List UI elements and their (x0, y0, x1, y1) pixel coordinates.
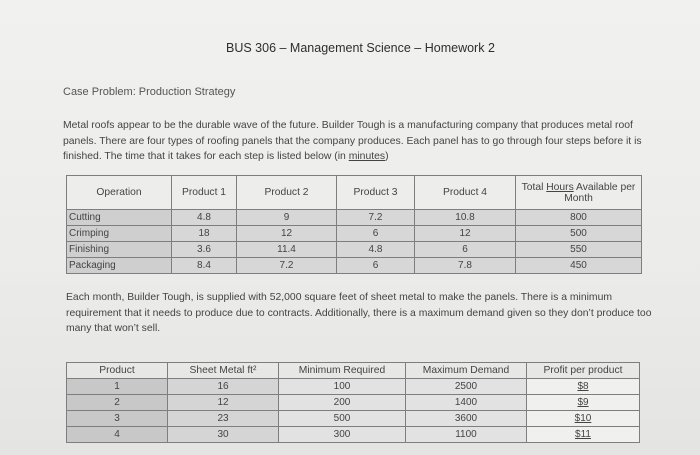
col-product-4: Product 4 (415, 176, 516, 210)
maximum-value: 1400 (406, 395, 527, 411)
profit-value: $11 (527, 427, 640, 443)
case-subtitle: Case Problem: Production Strategy (63, 86, 236, 98)
product3-time: 6 (337, 226, 415, 242)
sheet-metal-value: 16 (168, 379, 279, 395)
product-table (66, 362, 640, 443)
maximum-value: 3600 (406, 411, 527, 427)
page-title: BUS 306 – Management Science – Homework 2 (226, 41, 495, 55)
col-minimum-required: Minimum Required (279, 363, 406, 379)
minimum-value: 300 (279, 427, 406, 443)
col-profit: Profit per product (527, 363, 640, 379)
product2-time: 9 (237, 210, 337, 226)
product2-time: 12 (237, 226, 337, 242)
col-sheet-metal: Sheet Metal ft² (168, 363, 279, 379)
sheet-metal-value: 23 (168, 411, 279, 427)
minutes-emphasis: minutes (348, 151, 386, 162)
sheet-metal-value: 12 (168, 395, 279, 411)
maximum-value: 1100 (406, 427, 527, 443)
col-product: Product (67, 363, 168, 379)
product4-time: 10.8 (415, 210, 516, 226)
product3-time: 4.8 (337, 242, 415, 258)
product1-time: 8.4 (172, 258, 237, 274)
table-row (67, 226, 642, 242)
col-operation: Operation (67, 176, 172, 210)
time-table (66, 175, 642, 274)
table-row (67, 427, 640, 443)
supply-paragraph: Each month, Builder Tough, is supplied with 52,000 square feet of sheet metal to make the panels. There is a minimum requirement that it needs to produce due to contracts. Additionally, there is a maximum demand given so they don’t produce too many that won’t sell. (66, 292, 652, 334)
sheet-metal-value: 30 (168, 427, 279, 443)
profit-value: $9 (527, 395, 640, 411)
maximum-value: 2500 (406, 379, 527, 395)
operation-cell: Finishing (67, 242, 172, 258)
operation-cell: Crimping (67, 226, 172, 242)
operation-cell: Cutting (67, 210, 172, 226)
available-hours: 800 (516, 210, 642, 226)
table-row (67, 395, 640, 411)
product3-time: 6 (337, 258, 415, 274)
product2-time: 11.4 (237, 242, 337, 258)
table-row (67, 379, 640, 395)
product1-time: 18 (172, 226, 237, 242)
col-product-1: Product 1 (172, 176, 237, 210)
product-number: 1 (67, 379, 168, 395)
operation-cell: Packaging (67, 258, 172, 274)
time-table-header-row (67, 176, 642, 210)
table-row (67, 258, 642, 274)
product2-time: 7.2 (237, 258, 337, 274)
available-hours: 500 (516, 226, 642, 242)
product4-time: 6 (415, 242, 516, 258)
col-total-hours: Total Hours Available per Month (516, 176, 642, 210)
profit-value: $8 (527, 379, 640, 395)
product1-time: 3.6 (172, 242, 237, 258)
product1-time: 4.8 (172, 210, 237, 226)
product4-time: 12 (415, 226, 516, 242)
minimum-value: 100 (279, 379, 406, 395)
intro-close: ) (385, 151, 389, 162)
intro-text: Metal roofs appear to be the durable wave of the future. Builder Tough is a manufacturing company that produces metal roof panels. There are four types of roofing panels that the company produces. Each panel has to go through four steps before it is finished. The time that it takes for each step is listed below (in (63, 120, 642, 162)
available-hours: 450 (516, 258, 642, 274)
product-number: 3 (67, 411, 168, 427)
table-row (67, 210, 642, 226)
table-row (67, 242, 642, 258)
col-product-3: Product 3 (337, 176, 415, 210)
product-number: 4 (67, 427, 168, 443)
available-hours: 550 (516, 242, 642, 258)
minimum-value: 200 (279, 395, 406, 411)
col-maximum-demand: Maximum Demand (406, 363, 527, 379)
table-row (67, 411, 640, 427)
product-number: 2 (67, 395, 168, 411)
product-table-header-row (67, 363, 640, 379)
col-product-2: Product 2 (237, 176, 337, 210)
intro-paragraph (63, 118, 663, 165)
minimum-value: 500 (279, 411, 406, 427)
profit-value: $10 (527, 411, 640, 427)
product4-time: 7.8 (415, 258, 516, 274)
product3-time: 7.2 (337, 210, 415, 226)
